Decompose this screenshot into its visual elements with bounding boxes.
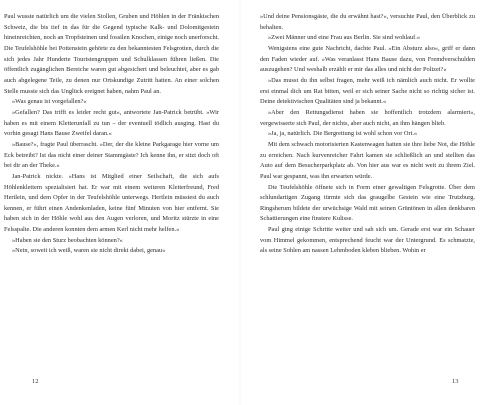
left-page xyxy=(4,12,219,387)
paragraph: Mit dem schwach motorisierten Kastenwagen hatten sie ihre liebe Not, die Höhle zu erreichen. Nach kurvenreicher Fahrt kamen sie schließlich an und stellten das Auto auf dem Besucherparkplatz ab. Von hier aus war es nicht weit zu ihrem Ziel. Paul war gespannt, was ihn erwarten würde. xyxy=(260,140,475,180)
paragraph: »Gefallen? Das trifft es leider recht gut«, antwortete Jan-Patrick betrübt. »Wir haben es mit einem Kletterunfall zu tun – der eventuell tödlich ausging. Hast du vorhin gesagt Hans Bause Zweifel daran.« xyxy=(4,108,219,138)
left-page-number: 12 xyxy=(32,378,39,385)
paragraph: »Und deine Pensionsgäste, die du erwähnt hast?«, versuchte Paul, den Überblick zu behalten. xyxy=(260,13,475,31)
paragraph: »Was genau ist vorgefallen?« xyxy=(12,98,87,106)
paragraph: Die Teufelshöhle öffnete sich in Form einer gewaltigen Felsgrotte. Über dem schlundartigen Zugang türmte sich das graugelbe Gestein wie eine Trutzburg. Ringsherum bildete der urwüchsige Wald mit seinen Grüntönen in allen denkbaren Schattierungen eine finstere Kulisse. xyxy=(260,183,475,223)
paragraph: »Ja, ja, natürlich. Die Bergrettung ist wohl schon vor Ort.« xyxy=(268,130,418,138)
paragraph: »Haben sie den Sturz beobachten können?« xyxy=(12,236,123,244)
paragraph: »Aber den Rettungsdienst haben sie hoffentlich trotzdem alarmiert«, vergewisserte sich Paul, der nichts, aber auch nicht, an ihm hängen blieb. xyxy=(260,108,475,127)
paragraph: Jan-Patrick nickte. »Hans ist Mitglied einer Seilschaft, die sich aufs Höhlenklettern spezialisiert hat. Er war mit einem weiteren Kletterfreund, Fred Hertlein, und dem Opfer in der Teufelshöhle unterwegs. Hertlein müsstest du auch kennen, er führt einen Andenkenladen, keine fünf Minuten von hier entfernt. Sie haben sich in der Höhle wohl aus den Augen verloren, und Moritz stürzte in eine Felsspalte. Die anderen konnten dem armen Kerl nicht mehr helfen.« xyxy=(4,172,219,234)
paragraph: Wenigstens eine gute Nachricht, dachte Paul. »Ein Absturz also«, griff er dann den Faden wieder auf. »Was veranlasst Hans Bause dazu, von Fremdverschulden auszugehen? Und weshalb erzählt er mir das alles und nicht der Polizei?« xyxy=(260,44,475,74)
paragraph: »Bause?«, fragte Paul überrascht. »Der, der die kleine Parkgarage hier vorne um Eck betreibt? Ist das nicht einer deiner Stammgäste? Ich kenne ihn, er sitzt doch oft bei dir an der Theke.« xyxy=(4,140,219,170)
paragraph: »Nein, soweit ich weiß, waren sie nicht direkt dabei, genau« xyxy=(12,247,166,255)
paragraph: Paul ging einige Schritte weiter und sah sich um. Gerade erst war ein Schauer vom Himmel gekommen, entsprechend feucht war der Untergrund. Es schmatzte, als seine Sohlen am nassen Lehmboden kleben blieben. Wohin er xyxy=(260,226,475,255)
right-page xyxy=(260,12,475,387)
paragraph: »Zwei Männer und eine Frau aus Berlin. Sie sind wohlauf.« xyxy=(268,34,421,42)
right-page-number: 13 xyxy=(452,378,459,385)
paragraph: »Das musst du ihn selbst fragen, mehr weiß ich nämlich auch nicht. Er wollte erst einmal dich um Rat bitten, weil er sich seiner Sache nicht so richtig sicher ist. Deine detektivischen Qualitäten sind ja bekannt.« xyxy=(260,76,475,106)
book-gutter xyxy=(239,0,241,405)
right-page-text xyxy=(260,12,475,257)
paragraph: Paul wusste natürlich um die vielen Stollen, Gruben und Höhlen in der Fränkischen Schweiz, die bis tief in das für die Gegend typische Kalk- und Dolomitgestein hineinreichten, noch an Tropfsteinen und fossilen Knochen, einige noch unerforscht. Die Teufelshöhle bei Pottenstein gehörte zu den bekanntesten Felsgrotten, durch die sich jedes Jahr Hunderte Touristengruppen und Schulklassen führen ließen. Die öffentlich zugänglichen Bereiche waren gut abgesichert und beleuchtet, aber es gab auch abgelegene Teile, zu denen nur Ortskundige Zutritt hatten. An einer solchen Stelle musste sich das Unglück ereignet haben, nahm Paul an. xyxy=(4,13,219,95)
left-page-text xyxy=(4,12,219,257)
